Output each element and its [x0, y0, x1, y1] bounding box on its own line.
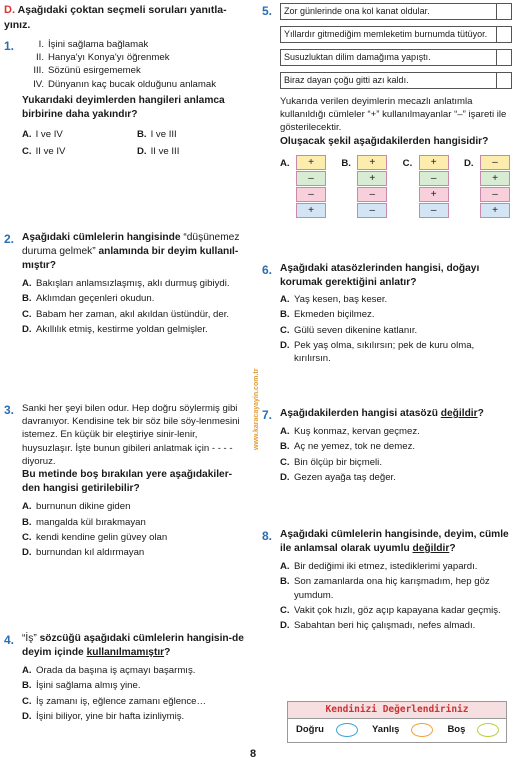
option-letter: C. — [22, 531, 32, 543]
option-letter: D. — [137, 146, 147, 158]
sign-cell: + — [419, 155, 449, 170]
sign-option[interactable] — [341, 155, 387, 219]
question-2 — [4, 231, 244, 336]
stem-part: ? — [449, 543, 456, 555]
question-stem: Bu metinde boş bırakılan yere aşağıdakiler-den hangisi getirilebilir? — [22, 469, 233, 495]
question-4 — [4, 632, 244, 723]
option[interactable] — [22, 292, 244, 305]
option-letter: B. — [22, 516, 32, 528]
sign-cell: + — [419, 187, 449, 202]
option-letter: B. — [22, 293, 32, 305]
option-text: Son zamanlarda ona hiç karışmadım, hep göz yumdum. — [294, 576, 490, 601]
question-3 — [4, 402, 244, 559]
option-text: burnunun dikine giden — [36, 501, 131, 513]
question-stem: Aşağıdaki atasözlerinden hangisi, doğayı korumak gerektiğini anlatır? — [280, 263, 480, 289]
option-letter: D. — [280, 339, 290, 351]
option-text: I ve IV — [35, 129, 63, 141]
option-letter: A. — [22, 129, 32, 141]
option-letter: A. — [280, 561, 290, 573]
roman-numeral: III. — [33, 65, 44, 77]
option-letter: A. — [280, 157, 290, 169]
sentence-box — [280, 3, 512, 20]
question-stem: Oluşacak şekil aşağıdakilerden hangisidir? — [280, 135, 489, 147]
roman-text: Hanya'yı Konya'yı öğrenmek — [48, 52, 170, 64]
stem-part: Aşağıdaki cümlelerin hangisinde, deyim, cümle ile anlamsal olarak uyumlu — [280, 529, 509, 555]
roman-text: Sözünü esirgememek — [48, 65, 141, 77]
options — [280, 293, 512, 365]
roman-list — [22, 38, 244, 91]
question-stem — [280, 407, 512, 421]
question-number: 1. — [4, 39, 15, 53]
roman-item — [24, 78, 244, 91]
sign-cell: + — [296, 203, 326, 218]
option-letter: B. — [280, 576, 290, 588]
sign-option[interactable] — [464, 155, 510, 219]
option[interactable] — [22, 679, 244, 692]
option[interactable] — [22, 710, 244, 723]
option[interactable] — [280, 456, 512, 469]
option[interactable] — [22, 128, 137, 141]
roman-item — [24, 38, 244, 51]
option-text: Akıllılık etmiş, kestirme yoldan gelmişler. — [36, 323, 208, 335]
question-5 — [262, 3, 512, 219]
option[interactable] — [280, 425, 512, 438]
sign-cell: + — [480, 203, 510, 218]
option-text: II ve IV — [35, 146, 66, 158]
question-number: 5. — [262, 4, 273, 18]
sign-cell: + — [357, 155, 387, 170]
sentence-text: Zor günlerinde ona kol kanat oldular. — [284, 6, 430, 16]
option-letter: D. — [280, 620, 290, 632]
option-text: II ve III — [150, 146, 180, 158]
option-letter: D. — [22, 710, 32, 722]
sign-stack — [296, 155, 326, 219]
sign-cell: – — [357, 203, 387, 218]
question-8 — [262, 528, 512, 632]
answer-cell — [496, 27, 511, 42]
roman-text: İşini sağlama bağlamak — [48, 39, 149, 50]
option-text: Bir dediğimi iki etmez, istediklerimi yapardı. — [294, 561, 478, 573]
option-letter: D. — [22, 547, 32, 559]
options — [280, 560, 512, 632]
answer-cell — [496, 73, 511, 88]
option-letter: A. — [22, 665, 32, 677]
stem-underlined: kullanılmamıştır — [86, 647, 165, 659]
option-letter: B. — [22, 680, 32, 692]
stem-part: ? — [477, 408, 484, 419]
self-evaluation-title: Kendinizi Değerlendiriniz — [288, 702, 506, 719]
option[interactable] — [280, 471, 512, 484]
sign-cell: – — [480, 187, 510, 202]
option-text: kendi kendine gelin güvey olan — [36, 531, 168, 543]
question-6 — [262, 262, 512, 365]
question-7 — [262, 407, 512, 484]
self-evaluation-box — [287, 701, 507, 743]
options — [22, 664, 244, 723]
sentence-box — [280, 49, 512, 66]
sign-cell: – — [419, 203, 449, 218]
option-text: Aç ne yemez, tok ne demez. — [294, 441, 416, 453]
option[interactable] — [22, 308, 244, 321]
sentence-box — [280, 72, 512, 89]
sentence-box — [280, 26, 512, 43]
option-letter: C. — [280, 324, 290, 336]
option[interactable] — [22, 546, 244, 559]
option-text: Bakışları anlamsızlaşmış, aklı durmuş gibiydi. — [36, 278, 230, 290]
option-letter: B. — [280, 309, 290, 321]
option-text: Aklımdan geçenleri okudun. — [36, 293, 155, 305]
option[interactable] — [22, 531, 244, 544]
option-text: burnundan kıl aldırmayan — [36, 547, 145, 559]
stem-underlined: değildir — [412, 543, 450, 555]
question-1 — [4, 38, 244, 159]
option-text: İşini sağlama almış yine. — [36, 680, 141, 692]
option-text: Sabahtan beri hiç çalışmadı, nefes almadı. — [294, 620, 476, 632]
option-letter: C. — [22, 146, 32, 158]
option-letter: D. — [463, 157, 474, 169]
question-number: 4. — [4, 633, 15, 647]
blank-label: Boş — [447, 724, 466, 736]
option[interactable] — [22, 323, 244, 336]
option[interactable] — [280, 293, 512, 306]
option-letter: C. — [280, 456, 290, 468]
option[interactable] — [22, 695, 244, 708]
option-text: Ekmeden biçilmez. — [294, 309, 375, 321]
roman-numeral: I. — [38, 39, 44, 50]
sign-stack — [480, 155, 510, 219]
question-stem: Yukarıdaki deyimlerden hangileri anlamca birbirine daha yakındır? — [22, 94, 225, 121]
sign-cell: – — [296, 187, 326, 202]
option[interactable] — [22, 516, 244, 529]
option-text: Kuş konmaz, kervan geçmez. — [294, 426, 420, 438]
question-number: 6. — [262, 263, 273, 277]
page-number: 8 — [250, 748, 257, 760]
option[interactable] — [137, 145, 252, 158]
watermark — [252, 310, 262, 450]
option-text: Vakit çok hızlı, göz açıp kapayana kadar geçmiş. — [294, 604, 501, 616]
stem-part: anlamında bir deyim kullanıl-mıştır? — [22, 246, 239, 272]
option-letter: C. — [402, 157, 413, 169]
question-text: Yukarıda verilen deyimlerin mecazlı anlatımla kullanıldığı cümleler “+” kullanılmayanlar “–” işareti ile gösterilecektir. — [280, 96, 507, 134]
wrong-label: Yanlış — [371, 724, 400, 736]
sign-cell: – — [480, 155, 510, 170]
answer-cell — [496, 50, 511, 65]
option-text: Pek yaş olma, sıkılırsın; pek de kuru olma, kırılırsın. — [294, 339, 475, 365]
option-letter: A. — [280, 426, 290, 438]
option-text: Bin ölçüp bir biçmeli. — [294, 456, 382, 468]
sign-cell: + — [296, 155, 326, 170]
stem-underlined: değildir — [440, 408, 478, 419]
question-stem — [22, 632, 244, 660]
sign-cell: – — [296, 171, 326, 186]
sentence-text: Yıllardır gitmediğim memleketim burnumda tütüyor. — [284, 29, 488, 39]
option-letter: C. — [22, 695, 32, 707]
question-number: 8. — [262, 529, 273, 543]
sign-stack — [419, 155, 449, 219]
option-text: Orada da başına iş açmayı başarmış. — [36, 665, 196, 677]
roman-numeral: IV. — [33, 78, 44, 90]
option-letter: B. — [137, 129, 147, 141]
option[interactable] — [280, 560, 512, 573]
sentence-text: Susuzluktan dilim damağıma yapıştı. — [284, 52, 431, 62]
roman-item — [24, 51, 244, 64]
stem-part: Aşağıdaki cümlelerin hangisinde — [22, 232, 181, 243]
roman-numeral: II. — [36, 52, 44, 64]
option-letter: D. — [280, 471, 290, 483]
option[interactable] — [280, 575, 512, 601]
option[interactable] — [280, 308, 512, 321]
option[interactable] — [280, 324, 512, 337]
instruction-text: Aşağıdaki çoktan seçmeli soruları yanıtla-yınız. — [4, 4, 227, 32]
options — [22, 128, 244, 158]
option-letter: B. — [280, 441, 290, 453]
option[interactable] — [22, 500, 244, 513]
stem-quote: “İş” — [22, 633, 37, 644]
options — [280, 425, 512, 484]
passage: Sanki her şeyi bilen odur. Hep doğru söylermiş gibi davranıyor. Kendisine tek bir söz bile söy-lenmesini istemez. En küçük bir eleştiriye sinir-lenir, huysuzlaşır. İşte bunun gibileri anlatmak için - - - - diyoruz. — [22, 403, 240, 467]
option[interactable] — [22, 145, 137, 158]
option[interactable] — [137, 128, 252, 141]
sentence-text: Biraz dayan çoğu gitti azı kaldı. — [284, 75, 409, 85]
stem-part: Aşağıdakilerden hangisi atasözü — [280, 408, 438, 419]
option-letter: C. — [22, 308, 32, 320]
question-number: 3. — [4, 403, 15, 417]
stem-quote: “düşünemez duruma gelmek” — [22, 232, 240, 258]
sign-cell: – — [357, 187, 387, 202]
option[interactable] — [280, 339, 512, 365]
correct-oval[interactable] — [336, 723, 358, 737]
option-text: İş zamanı iş, eğlence zamanı eğlence… — [36, 695, 207, 707]
stem-part: sözcüğü aşağıdaki cümlelerin hangisin-de deyim içinde — [22, 633, 244, 659]
option[interactable] — [280, 440, 512, 453]
section-letter: D. — [4, 4, 15, 16]
sign-cell: – — [419, 171, 449, 186]
question-number: 2. — [4, 232, 15, 246]
sign-options — [280, 155, 510, 219]
roman-item — [24, 64, 244, 77]
option-text: I ve III — [150, 129, 177, 141]
stem-part: ? — [164, 647, 171, 659]
option-text: İşini biliyor, yine bir hafta izinliymiş. — [36, 710, 185, 722]
question-stem — [280, 528, 512, 556]
option-letter: A. — [280, 294, 290, 306]
option-letter: A. — [22, 278, 32, 290]
watermark-text: www.karacayayin.com.tr — [253, 368, 260, 450]
instruction — [4, 3, 244, 33]
option-text: mangalda kül bırakmayan — [36, 516, 146, 528]
sign-cell: + — [357, 171, 387, 186]
wrong-oval[interactable] — [411, 723, 433, 737]
correct-label: Doğru — [296, 724, 324, 736]
options — [22, 500, 244, 559]
option-letter: B. — [341, 157, 351, 169]
option-text: Gezen ayağa taş değer. — [294, 471, 396, 483]
option-text: Gülü seven dikenine katlanır. — [294, 324, 418, 336]
option[interactable] — [22, 277, 244, 290]
roman-text: Dünyanın kaç bucak olduğunu anlamak — [48, 78, 217, 90]
option[interactable] — [22, 664, 244, 677]
sign-option[interactable] — [403, 155, 449, 219]
question-number: 7. — [262, 408, 273, 422]
question-stem — [22, 231, 244, 273]
option-text: Yaş kesen, baş keser. — [294, 294, 388, 306]
option-letter: D. — [22, 323, 32, 335]
blank-oval[interactable] — [477, 723, 499, 737]
sign-option[interactable] — [280, 155, 326, 219]
sentence-boxes — [280, 3, 512, 89]
sign-cell: + — [480, 171, 510, 186]
answer-cell — [496, 4, 511, 19]
option[interactable] — [280, 619, 512, 632]
option-text: Babam her zaman, akıl akıldan üstündür, der. — [36, 308, 230, 320]
option-letter: C. — [280, 604, 290, 616]
option[interactable] — [280, 604, 512, 617]
options — [22, 277, 244, 336]
option-letter: A. — [22, 501, 32, 513]
sign-stack — [357, 155, 387, 219]
